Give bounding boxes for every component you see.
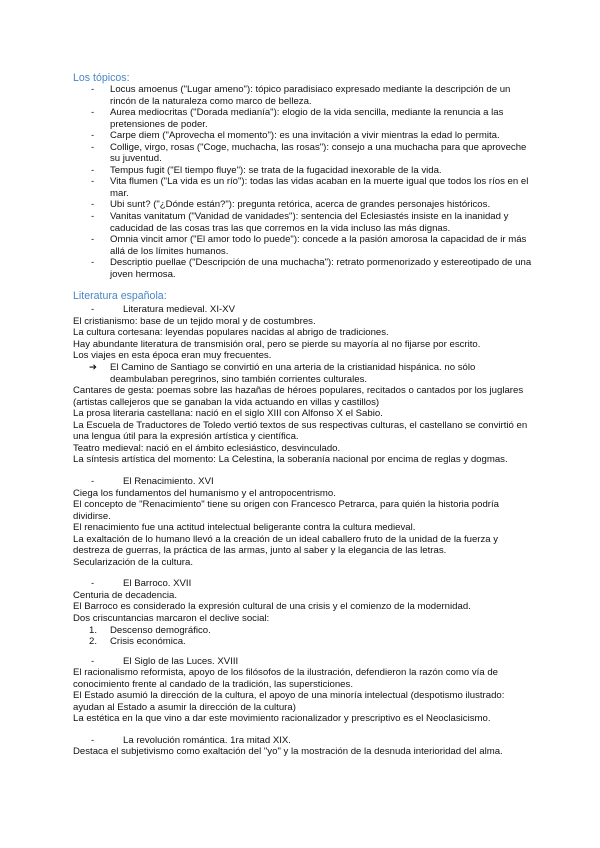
document-page	[73, 72, 533, 758]
dash-bullet: -	[91, 475, 95, 487]
dash-bullet: -	[91, 130, 95, 142]
topicos-list	[73, 84, 533, 280]
dash-bullet: -	[91, 176, 95, 188]
paragraph: La síntesis artística del momento: La Celestina, la soberanía nacional por encima de reglas y dogmas.	[73, 454, 508, 466]
dash-bullet: -	[91, 164, 95, 176]
list-item: - Aurea mediocritas ("Dorada medianía"): elogio de la vida sencilla, mediante la renuncia a las pretensiones de poder.	[91, 107, 504, 130]
list-item: - Omnia vincit amor ("El amor todo lo puede"): concede a la pasión amorosa la capacidad de ir más allá de los límites humanos.	[91, 234, 527, 257]
dash-bullet: -	[91, 234, 95, 246]
section-title-romantica: - La revolución romántica. 1ra mitad XIX.	[91, 734, 291, 746]
dash-bullet: -	[91, 84, 95, 95]
paragraph: El concepto de "Renacimiento" tiene su origen con Francesco Petrarca, para quién la historia podría dividirse.	[73, 499, 499, 522]
paragraph: Centuria de decadencia.	[73, 589, 178, 601]
paragraph: El Estado asumió la dirección de la cultura, el apoyo de una minoría intelectual (despotismo ilustrado: ayudan al Estado a asumir la dirección de la cultura)	[73, 690, 505, 713]
paragraph: El cristianismo: base de un tejido moral y de costumbres.	[73, 315, 316, 327]
paragraph: La prosa literaria castellana: nació en el siglo XIII con Alfonso X el Sabio.	[73, 408, 383, 420]
dash-bullet: -	[91, 141, 95, 153]
numbered-item: 2. Crisis económica.	[89, 636, 186, 648]
paragraph: Hay abundante literatura de transmisión oral, pero se pierde su mayoría al no fijarse por escrito.	[73, 338, 481, 350]
arrow-right-icon: ➔	[89, 362, 98, 374]
list-item: - Vanitas vanitatum ("Vanidad de vanidades"): sentencia del Eclesiastés insiste en la inanidad y caducidad de las cosas tras las que corremos en la vida incluso las más dignas.	[91, 211, 509, 234]
paragraph: Teatro medieval: nació en el ámbito eclesiástico, desvinculado.	[73, 442, 341, 454]
paragraph: Ciega los fundamentos del humanismo y el antropocentrismo.	[73, 487, 336, 499]
dash-bullet: -	[91, 734, 95, 746]
list-item: - Locus amoenus ("Lugar ameno"): tópico paradisiaco expresado mediante la descripción de un rincón de la naturaleza como marco de belleza.	[91, 84, 511, 107]
paragraph: La cultura cortesana: leyendas populares nacidas al abrigo de tradiciones.	[73, 327, 389, 339]
paragraph: La estética en la que vino a dar este movimiento racionalizador y prescriptivo es el Neoclasicismo.	[73, 713, 491, 725]
paragraph: Cantares de gesta: poemas sobre las hazañas de héroes populares, recitados o cantados por los juglares (artistas callejeros que se ganaban la vida actuando en villas y castillos)	[73, 385, 524, 408]
list-item: - Descriptio puellae ("Descripción de una muchacha"): retrato pormenorizado y estereotipado de una joven hermosa.	[91, 257, 532, 280]
dash-bullet: -	[91, 304, 95, 316]
list-item: - Collige, virgo, rosas ("Coge, muchacha, las rosas"): consejo a una muchacha para que aproveche su juventud.	[91, 141, 527, 165]
section-title-renacimiento: - El Renacimiento. XVI	[91, 475, 214, 487]
dash-bullet: -	[91, 257, 95, 269]
list-item: - Ubi sunt? ("¿Dónde están?"): pregunta retórica, acerca de grandes personajes históricos.	[91, 199, 491, 211]
literatura-heading: Literatura española:	[73, 290, 167, 303]
paragraph: El racionalismo reformista, apoyo de los filósofos de la ilustración, defendieron la razón como vía de conocimiento frente al candado de la tradición, las supersticiones.	[73, 667, 499, 690]
section-title-luces: - El Siglo de las Luces. XVIII	[91, 655, 239, 667]
list-item: - Vita flumen ("La vida es un río"): todas las vidas acaban en la muerte igual que todos los ríos en el mar.	[91, 176, 529, 199]
paragraph: Secularización de la cultura.	[73, 556, 193, 568]
dash-bullet: -	[91, 211, 95, 223]
dash-bullet: -	[91, 578, 95, 590]
arrow-item: ➔ El Camino de Santiago se convirtió en una arteria de la cristianidad hispánica. no sólo deambulaban peregrinos, sino también corrientes culturales.	[89, 362, 476, 385]
paragraph: La exaltación de lo humano llevó a la creación de un ideal caballero fruto de la unidad de la fuerza y destreza de guerras, la práctica de las armas, junto al saber y la elegancia de las letras.	[73, 533, 499, 557]
paragraph: Los viajes en esta época eran muy frecuentes.	[73, 350, 272, 362]
list-item: - Tempus fugit ("El tiempo fluye"): se trata de la fugacidad inexorable de la vida.	[91, 164, 442, 176]
paragraph: El renacimiento fue una actitud intelectual beligerante contra la cultura medieval.	[73, 522, 416, 534]
dash-bullet: -	[91, 655, 95, 667]
paragraph: Destaca el subjetivismo como exaltación del "yo" y la mostración de la desnuda interioridad del alma.	[73, 746, 503, 758]
paragraph: Dos criscuntancias marcaron el declive social:	[73, 612, 270, 624]
section-title-medieval: - Literatura medieval. XI-XV	[91, 304, 235, 316]
paragraph: El Barroco es considerado la expresión cultural de una crisis y el comienzo de la modernidad.	[73, 601, 471, 613]
paragraph: La Escuela de Traductores de Toledo vertió textos de sus respectivas culturas, el castellano se convirtió en una lengua útil para la expresión artística y científica.	[73, 419, 528, 443]
dash-bullet: -	[91, 199, 95, 211]
numbered-item: 1. Descenso demográfico.	[89, 624, 211, 636]
list-item: - Carpe diem ("Aprovecha el momento"): es una invitación a vivir mientras la edad lo permita.	[91, 130, 500, 142]
topicos-heading: Los tópicos:	[73, 72, 130, 84]
section-title-barroco: - El Barroco. XVII	[91, 578, 192, 590]
dash-bullet: -	[91, 107, 95, 119]
